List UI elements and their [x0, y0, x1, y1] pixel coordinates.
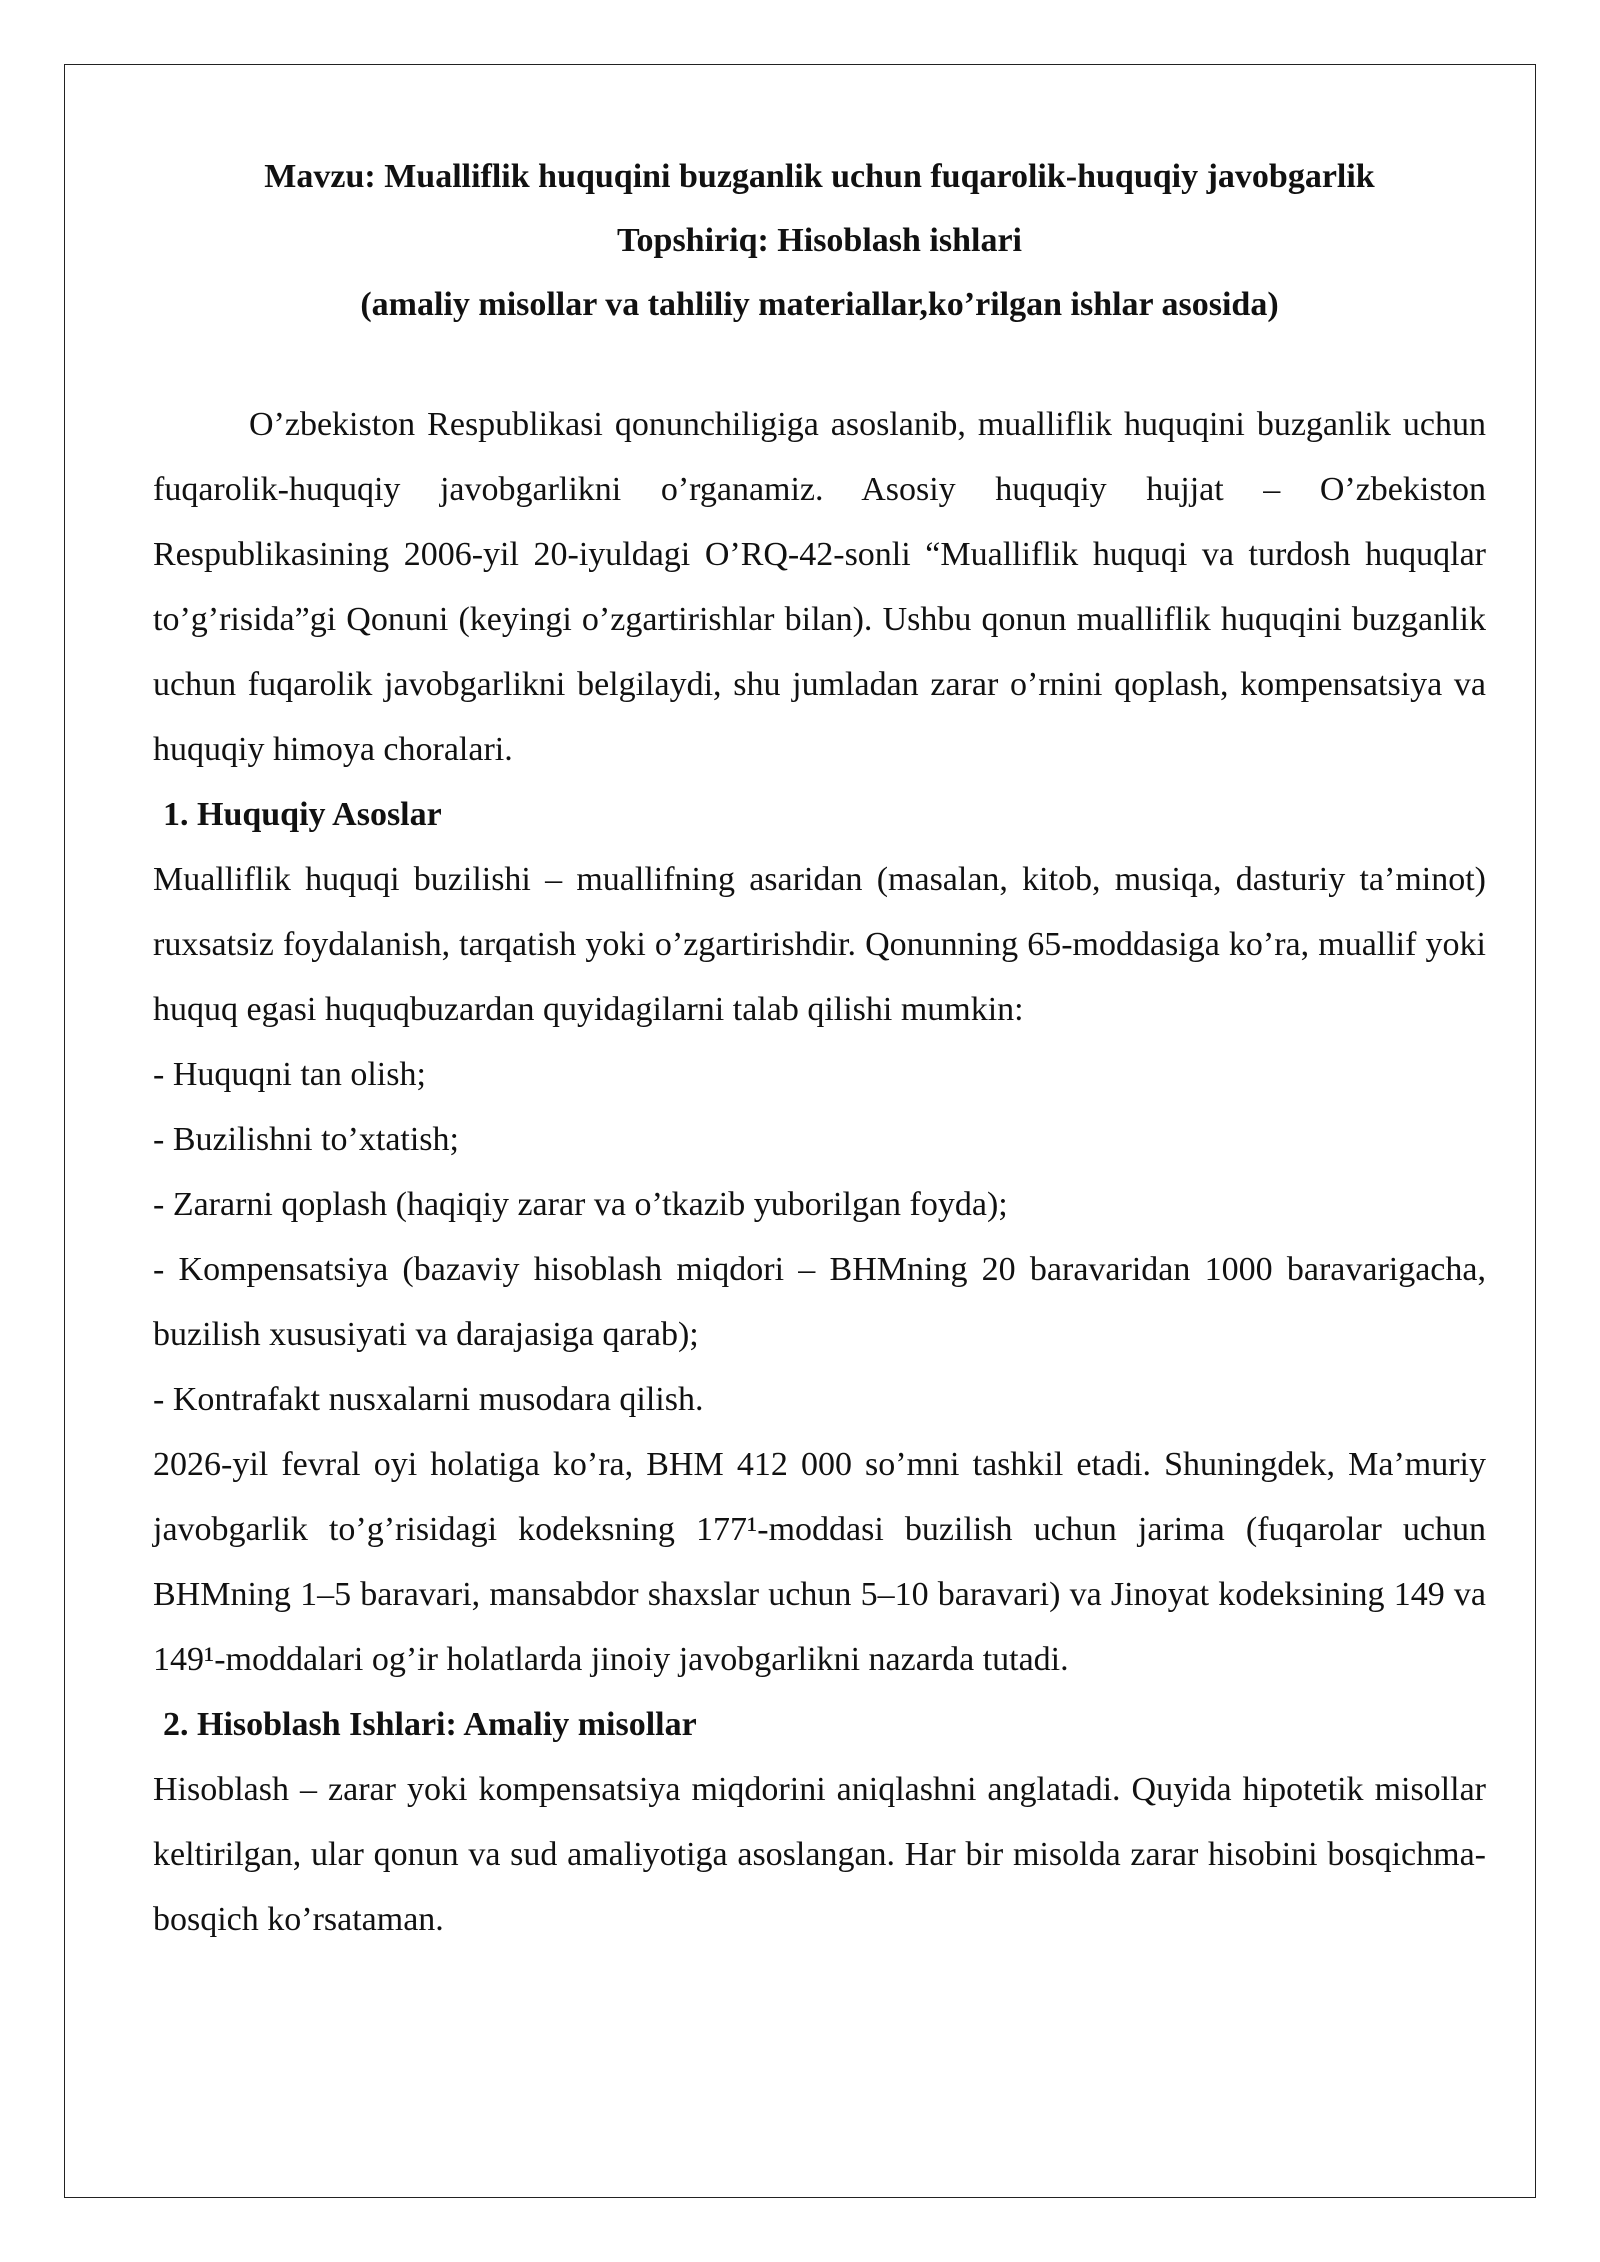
- section-heading-legal-basis: 1. Huquqiy Asoslar: [163, 796, 442, 833]
- list-item: - Zararni qoplash (haqiqiy zarar va o’tkazib yuborilgan foyda);: [153, 1186, 1008, 1223]
- legal-basis-closing-paragraph: 2026-yil fevral oyi holatiga ko’ra, BHM 412 000 so’mni tashkil etadi. Shuningdek, Ma’muriy javobgarlik to’g’risidagi kodeksning 177¹-moddasi buzilish uchun jarima (fuqarolar uchun BHMning 1–5 baravari, mansabdor shaxslar uchun 5–10 baravari) va Jinoyat kodeksining 149 va 149¹-moddalari og’ir holatlarda jinoiy javobgarlikni nazarda tutadi.: [153, 1446, 1486, 1678]
- heading-spacer: [153, 337, 1486, 392]
- list-item: - Buzilishni to’xtatish;: [153, 1121, 459, 1158]
- document-title: Mavzu: Mualliflik huquqini buzganlik uchun fuqarolik-huquqiy javobgarlik: [264, 158, 1375, 195]
- list-item: - Kompensatsiya (bazaviy hisoblash miqdori – BHMning 20 baravaridan 1000 baravarigacha, buzilish xususiyati va darajasiga qarab);: [153, 1251, 1486, 1353]
- list-item: - Huquqni tan olish;: [153, 1056, 426, 1093]
- legal-basis-paragraph: Mualliflik huquqi buzilishi – muallifning asaridan (masalan, kitob, musiqa, dasturiy ta’minot) ruxsatsiz foydalanish, tarqatish yoki o’zgartirishdir. Qonunning 65-moddasiga ko’ra, muallif yoki huquq egasi huquqbuzardan quyidagilarni talab qilishi mumkin:: [153, 861, 1486, 1028]
- document-note: (amaliy misollar va tahliliy materiallar,ko’rilgan ishlar asosida): [360, 286, 1279, 323]
- document-body: [153, 145, 1486, 1952]
- intro-paragraph: O’zbekiston Respublikasi qonunchiligiga asoslanib, mualliflik huquqini buzganlik uchun fuqarolik-huquqiy javobgarlikni o’rganamiz. Asosiy huquqiy hujjat – O’zbekiston Respublikasining 2006-yil 20-iyuldagi O’RQ-42-sonli “Mualliflik huquqi va turdosh huquqlar to’g’risida”gi Qonuni (keyingi o’zgartirishlar bilan). Ushbu qonun mualliflik huquqini buzganlik uchun fuqarolik javobgarlikni belgilaydi, shu jumladan zarar o’rnini qoplash, kompensatsiya va huquqiy himoya choralari.: [153, 406, 1486, 768]
- document-subtitle: Topshiriq: Hisoblash ishlari: [616, 222, 1022, 259]
- section-heading-calculations: 2. Hisoblash Ishlari: Amaliy misollar: [163, 1706, 697, 1743]
- list-item: - Kontrafakt nusxalarni musodara qilish.: [153, 1381, 704, 1418]
- calculations-paragraph: Hisoblash – zarar yoki kompensatsiya miqdorini aniqlashni anglatadi. Quyida hipotetik misollar keltirilgan, ular qonun va sud amaliyotiga asoslangan. Har bir misolda zarar hisobini bosqichma-bosqich ko’rsataman.: [153, 1771, 1486, 1938]
